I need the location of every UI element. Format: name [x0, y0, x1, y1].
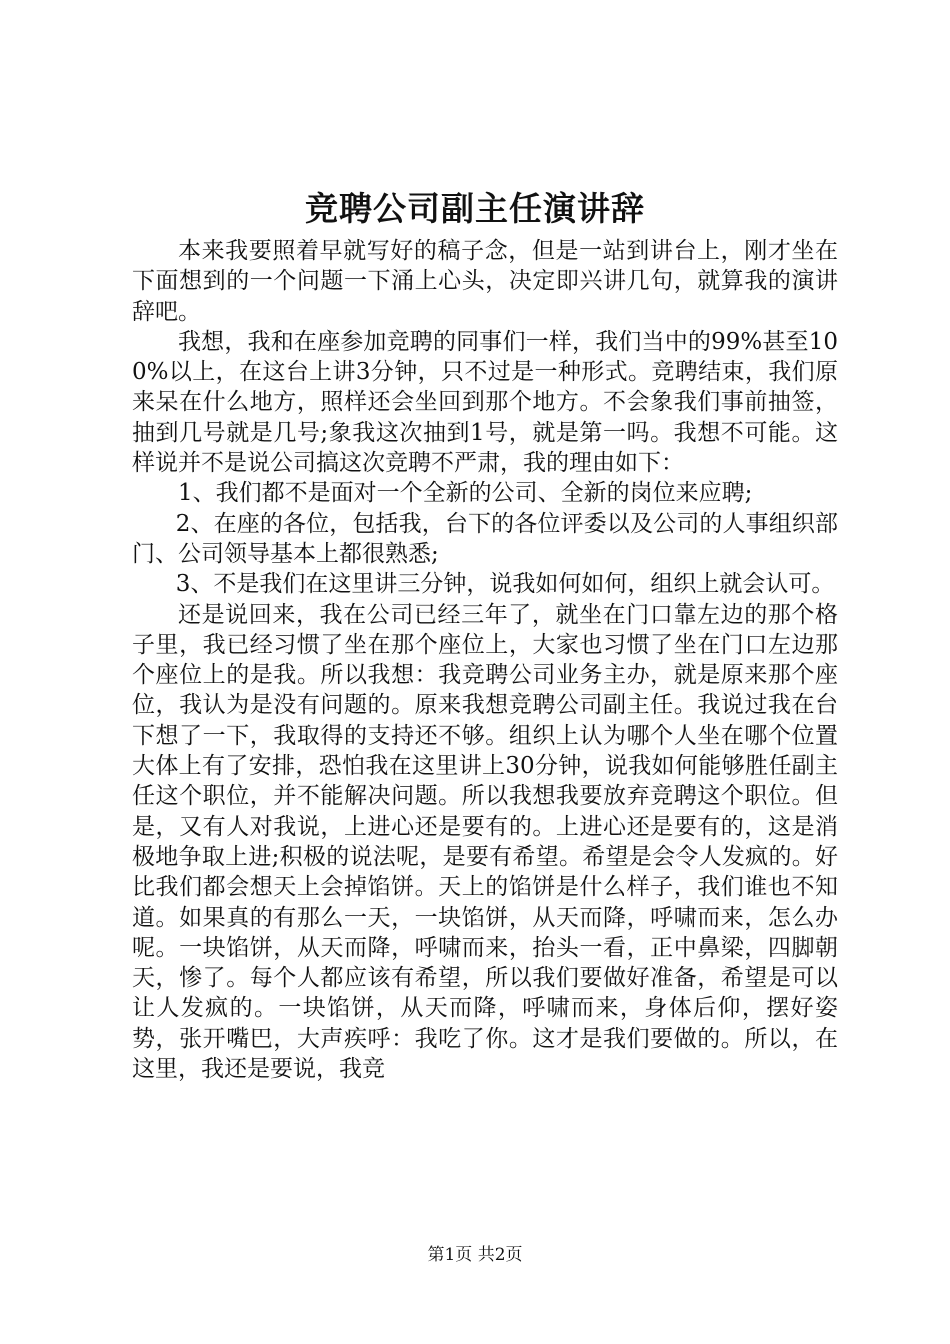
- page-footer: [0, 1243, 950, 1267]
- paragraph-intro: 本来我要照着早就写好的稿子念，但是一站到讲台上，刚才坐在下面想到的一个问题一下涌上心头，决定即兴讲几句，就算我的演讲辞吧。: [132, 238, 838, 325]
- page-total: 共2页: [477, 1245, 523, 1265]
- list-item-reason-1: 1、我们都不是面对一个全新的公司、全新的岗位来应聘;: [178, 480, 753, 507]
- document-body: [132, 236, 838, 1084]
- document-title: 竞聘公司副主任演讲辞: [305, 189, 645, 228]
- list-item-reason-2: 2、在座的各位，包括我，台下的各位评委以及公司的人事组织部门、公司领导基本上都很熟悉;: [132, 510, 838, 567]
- list-item-reason-3: 3、不是我们在这里讲三分钟，说我如何如何，组织上就会认可。: [175, 571, 835, 598]
- page-number: 第1页: [427, 1245, 473, 1265]
- paragraph-main: 还是说回来，我在公司已经三年了，就坐在门口靠左边的那个格子里，我已经习惯了坐在那个座位上，大家也习惯了坐在门口左边那个座位上的是我。所以我想：我竞聘公司业务主办，就是原来那个座位，我认为是没有问题的。原来我想竞聘公司副主任。我说过我在台下想了一下，我取得的支持还不够。组织上认为哪个人坐在哪个位置大体上有了安排，恐怕我在这里讲上30分钟，说我如何能够胜任副主任这个职位，并不能解决问题。所以我想我要放弃竞聘这个职位。但是，又有人对我说，上进心还是要有的。上进心还是要有的，这是消极地争取上进;积极的说法呢，是要有希望。希望是会令人发疯的。好比我们都会想天上会掉馅饼。天上的馅饼是什么样子，我们谁也不知道。如果真的有那么一天，一块馅饼，从天而降，呼啸而来，怎么办呢。一块馅饼，从天而降，呼啸而来，抬头一看，正中鼻梁，四脚朝天，惨了。每个人都应该有希望，所以我们要做好准备，希望是可以让人发疯的。一块馅饼，从天而降，呼啸而来，身体后仰，摆好姿势，张开嘴巴，大声疾呼：我吃了你。这才是我们要做的。所以，在这里，我还是要说，我竞: [132, 601, 838, 1083]
- paragraph-reasoning: 我想，我和在座参加竞聘的同事们一样，我们当中的99%甚至100%以上，在这台上讲3分钟，只不过是一种形式。竞聘结束，我们原来呆在什么地方，照样还会坐回到那个地方。不会象我们事前抽签，抽到几号就是几号;象我这次抽到1号，就是第一吗。我想不可能。这样说并不是说公司搞这次竞聘不严肃，我的理由如下：: [132, 328, 838, 477]
